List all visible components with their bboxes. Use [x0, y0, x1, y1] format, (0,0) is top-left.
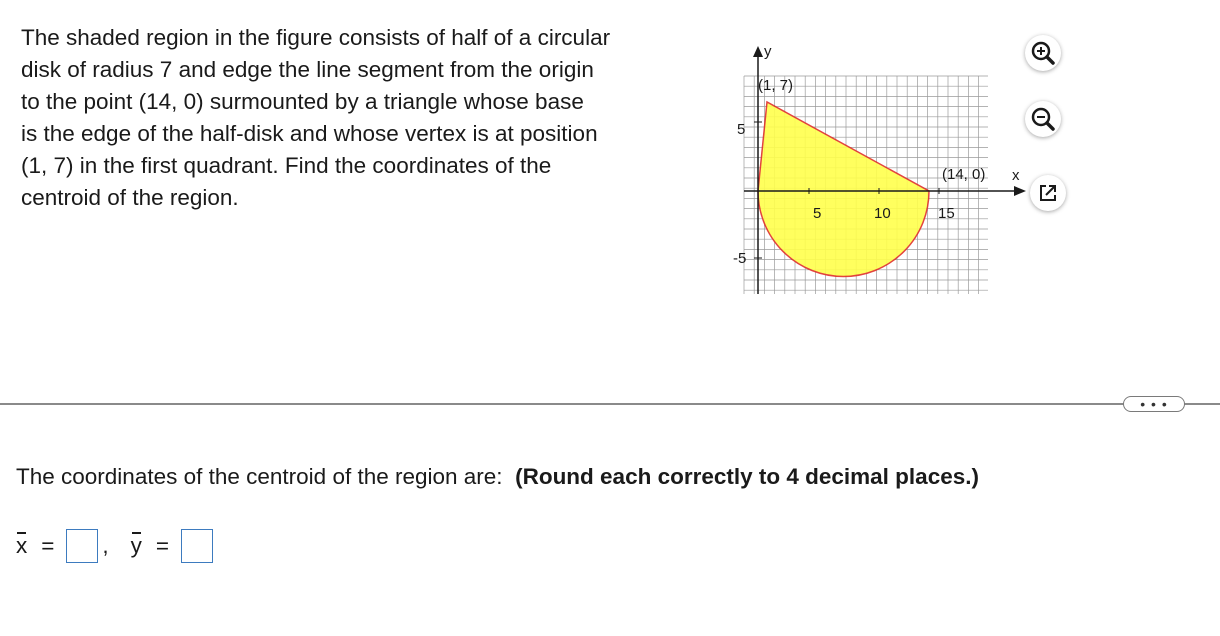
x-tick-label: 5 [813, 205, 822, 222]
x-bar-input[interactable] [66, 529, 98, 563]
external-link-icon [1037, 182, 1059, 204]
y-tick-label: 5 [737, 121, 746, 138]
problem-line: centroid of the region. [21, 185, 239, 210]
section-divider [0, 403, 1220, 405]
comma-separator: , [102, 533, 109, 558]
axis-y-label: y [764, 44, 772, 60]
x-equals-sign: = [41, 533, 55, 558]
shaded-region [758, 102, 929, 277]
axis-x-label: x [1012, 167, 1020, 184]
problem-line: disk of radius 7 and edge the line segment from the origin [21, 57, 594, 82]
zoom-out-button[interactable] [1025, 101, 1061, 137]
vertex-label: (1, 7) [758, 77, 794, 94]
zoom-in-button[interactable] [1025, 35, 1061, 71]
region-figure [730, 44, 1030, 305]
endpoint-label: (14, 0) [942, 166, 986, 183]
region-graph [730, 44, 1030, 300]
answer-prompt [16, 464, 979, 490]
answer-prompt-text: The coordinates of the centroid of the region are: [16, 464, 503, 489]
x-tick-label: 10 [874, 205, 891, 222]
problem-line: is the edge of the half-disk and whose vertex is at position [21, 121, 598, 146]
y-bar-input[interactable] [181, 529, 213, 563]
rounding-instruction: (Round each correctly to 4 decimal places.) [515, 464, 979, 489]
zoom-out-icon [1030, 106, 1056, 132]
y-bar-variable: y [130, 533, 142, 558]
problem-line: The shaded region in the figure consists of half of a circular [21, 25, 611, 50]
y-axis-arrow [753, 46, 763, 57]
popout-button[interactable] [1030, 175, 1066, 211]
x-axis-arrow [1014, 186, 1026, 196]
y-equals-sign: = [155, 533, 170, 558]
answer-row [16, 526, 213, 566]
problem-line: to the point (14, 0) surmounted by a triangle whose base [21, 89, 584, 114]
zoom-in-icon [1030, 40, 1056, 66]
problem-statement [21, 22, 721, 214]
problem-line: (1, 7) in the first quadrant. Find the coordinates of the [21, 153, 552, 178]
y-tick-label: -5 [733, 250, 747, 267]
x-tick-label: 15 [938, 205, 955, 222]
more-options-button[interactable]: • • • [1123, 396, 1185, 412]
x-bar-variable: x [16, 533, 28, 558]
